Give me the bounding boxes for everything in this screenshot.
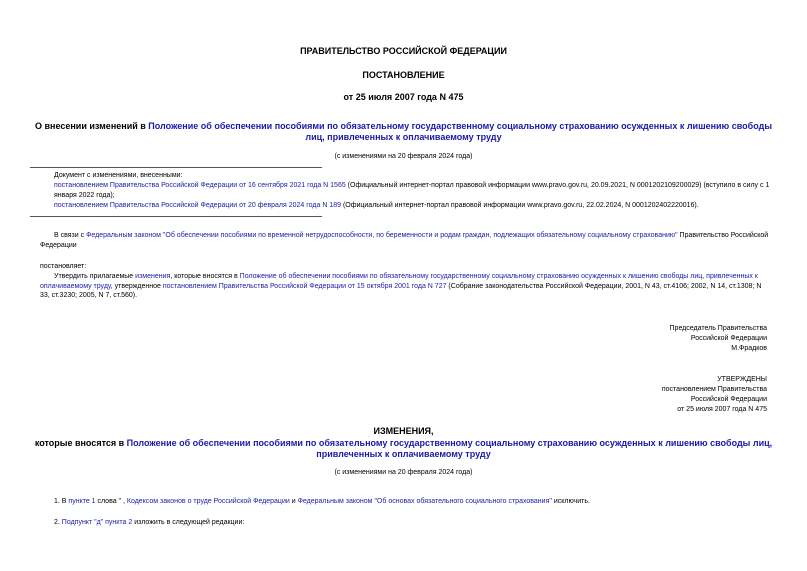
item-1-federal-law-link[interactable]: Федеральным законом "Об основах обязательного социального страхования": [297, 498, 552, 505]
approved-line-2: постановлением Правительства: [661, 386, 767, 393]
changes-regulation-link[interactable]: Положение об обеспечении пособиями по обязательному государственному социальному страхованию осужденных к лишению свободы лиц, привлеченных к оплачиваемому труду: [126, 438, 773, 459]
decree-text-1: Утвердить прилагаемые: [54, 273, 136, 280]
approved-line-3: Российской Федерации: [690, 396, 767, 403]
approved-line-1: УТВЕРЖДЕНЫ: [717, 376, 767, 383]
document-date-number: от 25 июля 2007 года N 475: [343, 92, 464, 102]
changes-heading: ИЗМЕНЕНИЯ,: [373, 426, 434, 436]
amendment-link-2[interactable]: постановлением Правительства Российской Федерации от 20 февраля 2024 года N 189: [54, 202, 341, 209]
preamble-suffix: Правительство Российской Федерации: [40, 232, 769, 249]
item-1-labor-code-link[interactable]: Кодексом законов о труде Российской Федерации: [126, 498, 290, 505]
divider-top: [30, 167, 322, 168]
amendment-text-1: (Официальный интернет-портал правовой информации www.pravo.gov.ru, 20.09.2021, N 0001202109200029) (вступило в силу с 1 января 2022 года);: [54, 182, 770, 199]
item-1-text-3: исключить.: [551, 498, 590, 505]
approved-line-4: от 25 июля 2007 года N 475: [677, 406, 767, 413]
item-1-text-1: слова " ,: [95, 498, 127, 505]
decree-text-4: (Собрание законодательства Российской Федерации, 2001, N 43, ст.4106; 2002, N 14, ст.1308; N 33, ст.3230; 2005, N 7, ст.560).: [40, 282, 762, 299]
government-name: ПРАВИТЕЛЬСТВО РОССИЙСКОЙ ФЕДЕРАЦИИ: [300, 46, 507, 56]
preamble: [40, 231, 770, 250]
decree-text-3: , утвержденное: [110, 282, 163, 290]
changes-prefix: которые вносятся в: [34, 438, 127, 448]
signature-name: М.Фрадков: [731, 345, 767, 352]
amendment-item-1: [54, 181, 774, 200]
item-1-number: 1. В: [54, 498, 69, 505]
item-1-point-link[interactable]: пункте 1: [68, 498, 96, 505]
decree-paragraph: [40, 272, 770, 301]
preamble-law-link[interactable]: Федеральным законом "Об обеспечении пособиями по временной нетрудоспособности, по беременности и родам граждан, подлежащих обязательному социальному страхованию": [86, 232, 678, 239]
decree-changes-link[interactable]: изменения: [135, 273, 171, 280]
title-prefix: О внесении изменений в: [35, 121, 149, 131]
resolves-text: постановляет:: [40, 263, 87, 270]
edition-note: (с изменениями на 20 февраля 2024 года): [334, 153, 473, 160]
title-regulation-link[interactable]: Положение об обеспечении пособиями по обязательному государственному социальному страхованию осужденных к лишению свободы лиц, привлеченных к оплачиваемому труду: [148, 121, 772, 142]
amendment-item-2: [54, 201, 774, 211]
divider-bottom: [30, 216, 322, 217]
document-type: ПОСТАНОВЛЕНИЕ: [362, 70, 445, 80]
item-2-subpoint-link[interactable]: Подпункт "д" пункта 2: [61, 519, 133, 526]
signature-line-2: Российской Федерации: [690, 335, 767, 342]
item-1-text-2: и: [289, 498, 298, 505]
decree-regulation-link[interactable]: Положение об обеспечении пособиями по обязательному государственному социальному страхованию осужденных к лишению свободы лиц, привлеченных к оплачиваемому труду: [40, 273, 758, 290]
document-title: [30, 121, 777, 143]
amendment-text-2: (Официальный интернет-портал правовой информации www.pravo.gov.ru, 22.02.2024, N 0001202402220016).: [341, 202, 699, 209]
decree-text-2: , которые вносятся в: [170, 273, 240, 280]
change-item-1: [54, 497, 774, 507]
decree-resolution-link[interactable]: постановлением Правительства Российской Федерации от 15 октября 2001 года N 727: [162, 282, 447, 290]
preamble-prefix: В связи с: [54, 232, 87, 239]
item-2-text: изложить в следующей редакции:: [132, 519, 245, 526]
change-item-2: [54, 518, 774, 528]
changes-edition-note: (с изменениями на 20 февраля 2024 года): [334, 469, 473, 476]
amendments-intro: Документ с изменениями, внесенными:: [54, 172, 183, 179]
amendment-link-1[interactable]: постановлением Правительства Российской Федерации от 16 сентября 2021 года N 1565: [54, 182, 346, 189]
changes-title: [30, 438, 777, 460]
item-2-number: 2.: [54, 519, 62, 526]
signature-line-1: Председатель Правительства: [669, 325, 767, 332]
